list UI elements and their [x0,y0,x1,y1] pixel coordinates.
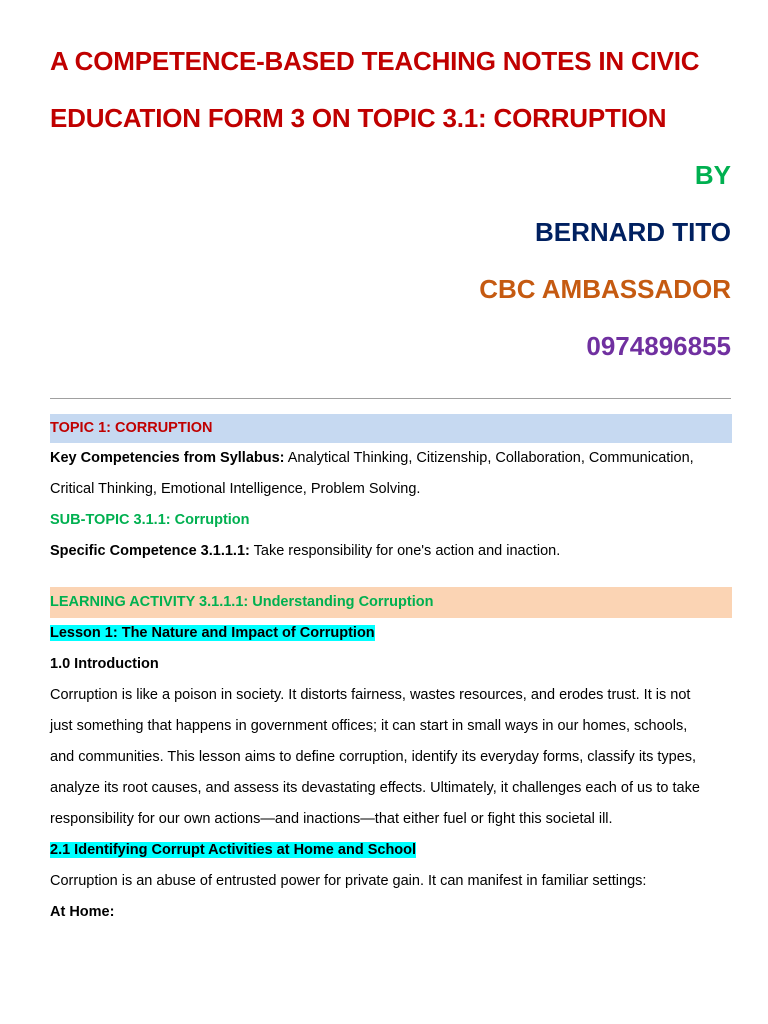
author-by: BY [694,160,731,190]
subtopic-heading: SUB-TOPIC 3.1.1: Corruption [50,512,250,528]
author-phone: 0974896855 [586,331,731,361]
intro-line: and communities. This lesson aims to define corruption, identify its everyday forms, classify its types, [50,749,697,765]
key-competencies-text-2: Critical Thinking, Emotional Intelligence, Problem Solving. [50,481,421,497]
title-line-1: A COMPETENCE-BASED TEACHING NOTES IN CIVIC [50,46,700,76]
intro-paragraph [50,680,731,835]
section-2-1-heading: 2.1 Identifying Corrupt Activities at Home and School [50,842,417,858]
specific-competence-label: Specific Competence 3.1.1.1: [50,543,250,559]
key-competencies [50,443,731,505]
title-line-2: EDUCATION FORM 3 ON TOPIC 3.1: CORRUPTION [50,103,667,133]
author-role: CBC AMBASSADOR [479,274,731,304]
document-title [50,0,731,147]
at-home-heading: At Home: [50,904,115,920]
key-competencies-text-1: Analytical Thinking, Citizenship, Collaboration, Communication, [287,450,694,466]
key-competencies-label: Key Competencies from Syllabus: [50,450,285,466]
intro-line: Corruption is like a poison in society. It distorts fairness, wastes resources, and erodes trust. It is not [50,687,691,703]
intro-heading-row [50,649,731,680]
specific-competence-text: Take responsibility for one's action and inaction. [253,543,561,559]
section-2-1-heading-row [50,835,731,866]
intro-line: responsibility for our own actions—and inactions—that either fuel or fight this societal ill. [50,811,613,827]
at-home-heading-row [50,897,731,928]
intro-line: analyze its root causes, and assess its devastating effects. Ultimately, it challenges each of us to take [50,780,700,796]
learning-activity-heading: LEARNING ACTIVITY 3.1.1.1: Understanding Corruption [50,587,732,618]
specific-competence [50,536,731,567]
topic-heading: TOPIC 1: CORRUPTION [50,414,732,443]
document-page [50,0,731,928]
author-name: BERNARD TITO [535,217,731,247]
section-2-1-text: Corruption is an abuse of entrusted power for private gain. It can manifest in familiar settings: [50,873,647,889]
lesson-heading: Lesson 1: The Nature and Impact of Corruption [50,625,375,641]
author-block [50,147,731,375]
lesson-heading-row [50,618,731,649]
horizontal-rule [50,398,731,399]
intro-heading: 1.0 Introduction [50,656,159,672]
intro-line: just something that happens in government offices; it can start in small ways in our homes, schools, [50,718,688,734]
